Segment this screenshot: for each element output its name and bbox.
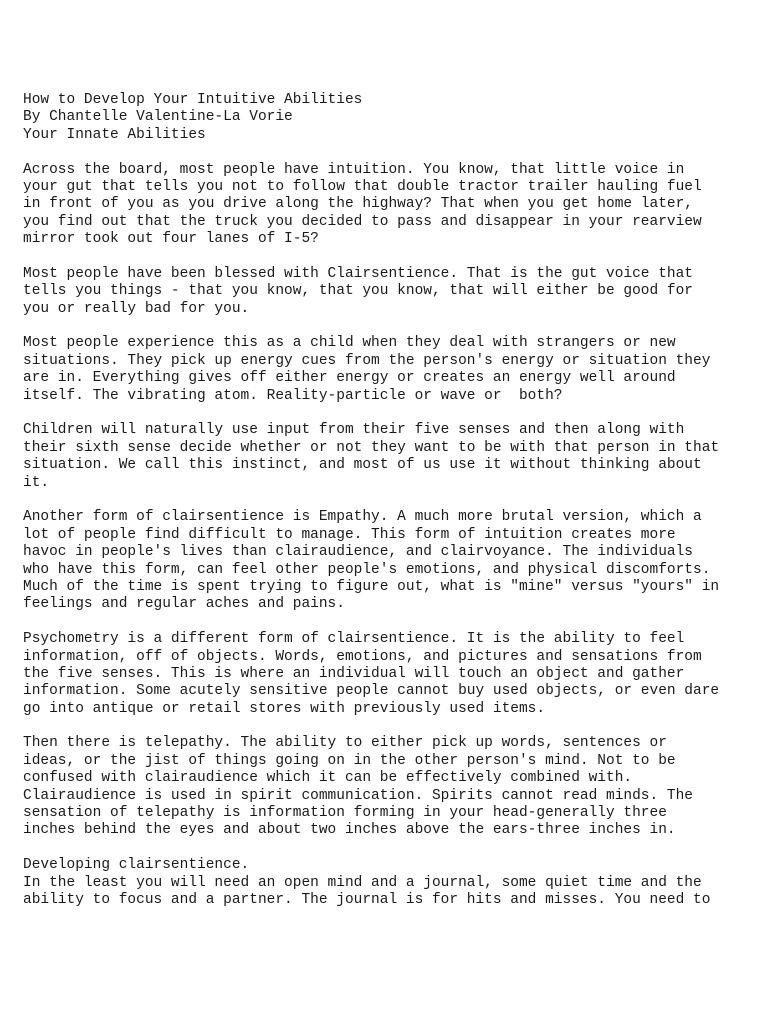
paragraph-line: you find out that the truck you decided to pass and disappear in your rearview bbox=[23, 213, 702, 230]
paragraph-line: feelings and regular aches and pains. bbox=[23, 596, 345, 613]
paragraph-spacer bbox=[23, 144, 753, 161]
paragraph-spacer bbox=[23, 249, 753, 266]
paragraph-line: situations. They pick up energy cues from the person's energy or situation they bbox=[23, 352, 711, 369]
paragraph-line: Children will naturally use input from their five senses and then along with bbox=[23, 422, 685, 439]
paragraph-line: your gut that tells you not to follow that double tractor trailer hauling fuel bbox=[23, 178, 702, 195]
paragraph bbox=[23, 162, 753, 249]
document-body bbox=[23, 162, 753, 910]
document-section-heading: Your Innate Abilities bbox=[23, 126, 206, 143]
paragraph bbox=[23, 335, 753, 405]
paragraph-spacer bbox=[23, 405, 753, 422]
paragraph-line: ability to focus and a partner. The journal is for hits and misses. You need to bbox=[23, 891, 711, 908]
paragraph bbox=[23, 735, 753, 839]
paragraph-line: Across the board, most people have intuition. You know, that little voice in bbox=[23, 161, 685, 178]
paragraph bbox=[23, 631, 753, 718]
document-header bbox=[23, 92, 753, 144]
paragraph-line: tells you things - that you know, that you know, that will either be good for bbox=[23, 283, 694, 300]
paragraph-line: their sixth sense decide whether or not they want to be with that person in that bbox=[23, 439, 720, 456]
paragraph-line: Developing clairsentience. bbox=[23, 857, 250, 874]
paragraph-line: who have this form, can feel other people's emotions, and physical discomforts. bbox=[23, 561, 711, 578]
paragraph-line: mirror took out four lanes of I-5? bbox=[23, 231, 319, 248]
paragraph bbox=[23, 266, 753, 318]
paragraph-line: lot of people find difficult to manage. This form of intuition creates more bbox=[23, 526, 676, 543]
paragraph-line: situation. We call this instinct, and most of us use it without thinking about bbox=[23, 457, 702, 474]
paragraph-line: Most people have been blessed with Clairsentience. That is the gut voice that bbox=[23, 265, 694, 282]
paragraph-line: information. Some acutely sensitive people cannot buy used objects, or even dare bbox=[23, 683, 720, 700]
document-title: How to Develop Your Intuitive Abilities bbox=[23, 92, 363, 108]
paragraph-line: In the least you will need an open mind and a journal, some quiet time and the bbox=[23, 874, 702, 891]
paragraph-line: Psychometry is a different form of clairsentience. It is the ability to feel bbox=[23, 631, 685, 648]
paragraph-line: Clairaudience is used in spirit communication. Spirits cannot read minds. The bbox=[23, 787, 694, 804]
paragraph bbox=[23, 509, 753, 613]
paragraph-line: information, off of objects. Words, emotions, and pictures and sensations from bbox=[23, 648, 702, 665]
paragraph-line: in front of you as you drive along the highway? That when you get home later, bbox=[23, 196, 694, 213]
paragraph-line: havoc in people's lives than clairaudience, and clairvoyance. The individuals bbox=[23, 544, 694, 561]
paragraph-line: sensation of telepathy is information forming in your head-generally three bbox=[23, 805, 667, 822]
paragraph bbox=[23, 422, 753, 492]
paragraph-spacer bbox=[23, 840, 753, 857]
paragraph-line: confused with clairaudience which it can be effectively combined with. bbox=[23, 770, 633, 787]
paragraph-line: Another form of clairsentience is Empathy. A much more brutal version, which a bbox=[23, 509, 702, 526]
paragraph-line: Much of the time is spent trying to figure out, what is "mine" versus "yours" in bbox=[23, 578, 720, 595]
paragraph-line: ideas, or the jist of things going on in the other person's mind. Not to be bbox=[23, 752, 676, 769]
paragraph-spacer bbox=[23, 492, 753, 509]
paragraph-line: it. bbox=[23, 474, 50, 491]
paragraph-line: Then there is telepathy. The ability to either pick up words, sentences or bbox=[23, 735, 667, 752]
paragraph-line: the five senses. This is where an individual will touch an object and gather bbox=[23, 665, 685, 682]
paragraph-line: itself. The vibrating atom. Reality-particle or wave or both? bbox=[23, 387, 563, 404]
paragraph-spacer bbox=[23, 614, 753, 631]
document-page bbox=[23, 92, 753, 909]
paragraph-spacer bbox=[23, 318, 753, 335]
paragraph bbox=[23, 857, 753, 909]
paragraph-line: Most people experience this as a child when they deal with strangers or new bbox=[23, 335, 676, 352]
paragraph-line: inches behind the eyes and about two inches above the ears-three inches in. bbox=[23, 822, 676, 839]
paragraph-spacer bbox=[23, 718, 753, 735]
document-author: By Chantelle Valentine-La Vorie bbox=[23, 109, 293, 126]
paragraph-line: you or really bad for you. bbox=[23, 300, 250, 317]
paragraph-line: are in. Everything gives off either energy or creates an energy well around bbox=[23, 370, 676, 387]
paragraph-line: go into antique or retail stores with previously used items. bbox=[23, 700, 546, 717]
